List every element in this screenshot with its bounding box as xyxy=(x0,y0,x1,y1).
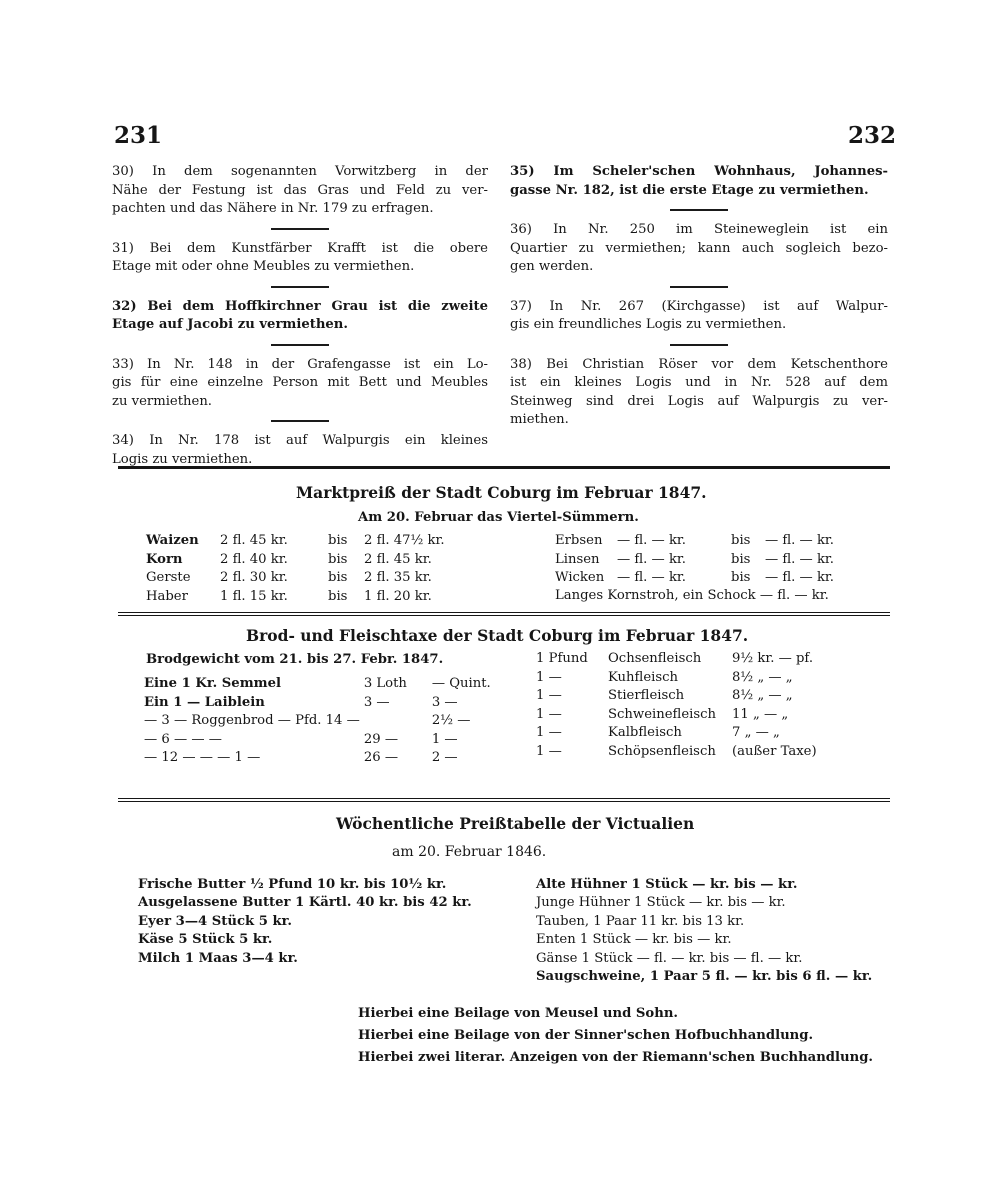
bread-loth xyxy=(364,712,432,731)
market-title: Marktpreiß der Stadt Coburg im Februar 1847. xyxy=(296,483,707,502)
grain-price-high: 2 fl. 45 kr. xyxy=(364,551,432,567)
bread-quint: 2½ — xyxy=(431,713,471,729)
table-row xyxy=(146,569,449,588)
announcement-line: 36) In Nr. 250 im Steineweglein ist ein xyxy=(510,222,888,237)
legume-price-high: — fl. — kr. xyxy=(765,570,834,586)
announcement-line: Steinweg sind drei Logis auf Walpurgis zu ver- xyxy=(510,393,888,409)
table-row xyxy=(146,532,449,551)
grain-price-low: 2 fl. 30 kr. xyxy=(220,570,288,586)
table-row xyxy=(536,743,821,762)
table-row xyxy=(144,731,495,750)
bread-item: Ein 1 — Laiblein xyxy=(144,694,265,710)
grain-price-low: 2 fl. 40 kr. xyxy=(220,551,288,567)
legume-price-low: — fl. — kr. xyxy=(617,570,686,586)
announcement-line: 37) In Nr. 267 (Kirchgasse) ist auf Walpur- xyxy=(510,298,888,314)
meat-quantity: 1 — xyxy=(536,743,562,759)
legume-price-high: — fl. — kr. xyxy=(765,533,834,548)
grain-price-low: 1 fl. 15 kr. xyxy=(220,588,288,604)
grain-price-high: 1 fl. 20 kr. xyxy=(364,588,432,604)
victuals-right-list xyxy=(536,876,896,986)
separator-rule xyxy=(670,286,728,288)
victuals-item: Enten 1 Stück — kr. bis — kr. xyxy=(536,932,732,948)
legume-price-table xyxy=(555,532,838,588)
grain-price-high: 2 fl. 47½ kr. xyxy=(364,533,445,548)
announcement-line: Quartier zu vermiethen; kann auch sogleich bezo- xyxy=(510,240,888,256)
bread-loth: 26 — xyxy=(363,750,399,766)
meat-name: Kalbfleisch xyxy=(608,725,682,741)
grain-bis: bis xyxy=(328,533,348,548)
announcement-line: gen werden. xyxy=(510,259,594,274)
bread-loth: 3 Loth xyxy=(363,676,407,691)
announcement-31 xyxy=(112,240,488,277)
table-row xyxy=(555,532,838,551)
bread-quint: — Quint. xyxy=(431,676,491,691)
table-row xyxy=(536,669,821,688)
meat-name: Schöpsenfleisch xyxy=(608,743,716,759)
meat-quantity: 1 — xyxy=(536,669,562,685)
table-row xyxy=(536,687,821,706)
meat-price: (außer Taxe) xyxy=(732,743,817,759)
bread-item: — 6 — — — xyxy=(144,731,222,747)
legume-bis: bis xyxy=(731,533,751,548)
bread-quint: 2 — xyxy=(431,750,458,766)
victuals-item: Ausgelassene Butter 1 Kärtl. 40 kr. bis 42 kr. xyxy=(138,895,472,911)
announcement-line: 31) Bei dem Kunstfärber Krafft ist die obere xyxy=(112,240,488,256)
separator-rule xyxy=(670,209,728,211)
bread-loth: 3 — xyxy=(363,694,390,710)
meat-quantity: 1 — xyxy=(536,725,562,741)
announcement-line: Etage auf Jacobi zu vermiethen. xyxy=(112,317,348,332)
victuals-item: Milch 1 Maas 3—4 kr. xyxy=(138,950,298,966)
legume-price-high: — fl. — kr. xyxy=(765,551,834,567)
table-row xyxy=(144,749,495,768)
victuals-item: Frische Butter ½ Pfund 10 kr. bis 10½ kr. xyxy=(138,877,447,892)
supplement-note: Hierbei zwei literar. Anzeigen von der Riemann'schen Buchhandlung. xyxy=(358,1050,874,1065)
section-rule xyxy=(118,466,890,469)
bread-loth: 29 — xyxy=(363,731,399,747)
victuals-left-list xyxy=(138,876,498,968)
announcement-line: gasse Nr. 182, ist die erste Etage zu vermiethen. xyxy=(510,182,869,198)
table-row xyxy=(536,724,821,743)
separator-rule xyxy=(670,344,728,346)
victuals-item: Gänse 1 Stück — fl. — kr. bis — fl. — kr. xyxy=(536,950,803,966)
meat-price: 9½ kr. — pf. xyxy=(732,651,814,666)
meat-name: Kuhfleisch xyxy=(608,669,679,685)
announcement-line: miethen. xyxy=(510,412,569,427)
victuals-date: am 20. Februar 1846. xyxy=(392,844,547,860)
straw-price: Langes Kornstroh, ein Schock — fl. — kr. xyxy=(555,588,829,603)
separator-rule xyxy=(271,286,329,288)
announcement-line: zu vermiethen. xyxy=(112,393,213,409)
meat-price: 11 „ — „ xyxy=(732,706,789,722)
table-row xyxy=(555,551,838,570)
announcement-38 xyxy=(510,356,888,430)
victuals-item: Eyer 3—4 Stück 5 kr. xyxy=(138,913,292,929)
table-row xyxy=(536,706,821,725)
supplement-note: Hierbei eine Beilage von der Sinner'schen Hofbuchhandlung. xyxy=(358,1028,814,1043)
announcement-32 xyxy=(112,298,488,335)
announcement-line: Logis zu vermiethen. xyxy=(112,451,253,467)
table-row xyxy=(146,588,449,607)
announcement-line: 32) Bei dem Hoffkirchner Grau ist die zweite xyxy=(112,298,488,314)
meat-quantity: 1 — xyxy=(536,706,562,722)
meat-quantity: 1 Pfund xyxy=(536,651,588,666)
announcement-line: gis für eine einzelne Person mit Bett und Meubles xyxy=(112,375,488,390)
meat-price: 8½ „ — „ xyxy=(732,669,793,685)
announcement-line: 33) In Nr. 148 in der Grafengasse ist ein Lo- xyxy=(112,356,488,372)
left-column-announcements xyxy=(112,163,488,478)
grain-name: Haber xyxy=(146,588,188,604)
legume-name: Erbsen xyxy=(555,533,603,548)
announcement-line: ist ein kleines Logis und in Nr. 528 auf dem xyxy=(510,375,888,390)
victuals-item: Alte Hühner 1 Stück — kr. bis — kr. xyxy=(536,877,798,892)
meat-price-table xyxy=(536,650,821,762)
right-column-announcements xyxy=(510,163,888,439)
grain-bis: bis xyxy=(328,551,348,567)
separator-rule xyxy=(271,420,329,422)
table-row xyxy=(536,650,821,669)
grain-name: Gerste xyxy=(146,570,191,586)
grain-name: Waizen xyxy=(146,533,199,548)
meat-name: Stierfleisch xyxy=(608,688,685,704)
separator-rule xyxy=(271,228,329,230)
bread-weight-table xyxy=(144,675,495,768)
legume-bis: bis xyxy=(731,551,751,567)
bread-quint: 1 — xyxy=(431,731,458,747)
announcement-line: Etage mit oder ohne Meubles zu vermiethen. xyxy=(112,259,415,274)
separator-rule xyxy=(271,344,329,346)
page-number-right: 232 xyxy=(848,122,897,149)
legume-bis: bis xyxy=(731,570,751,586)
legume-price-low: — fl. — kr. xyxy=(617,533,686,548)
announcement-37 xyxy=(510,298,888,335)
announcement-30 xyxy=(112,163,488,219)
meat-name: Ochsenfleisch xyxy=(608,651,702,666)
announcement-line: 30) In dem sogenannten Vorwitzberg in der xyxy=(112,164,488,179)
announcement-line: 35) Im Scheler'schen Wohnhaus, Johannes- xyxy=(510,164,888,179)
announcement-35 xyxy=(510,163,888,200)
section-rule xyxy=(118,798,890,804)
victuals-item: Käse 5 Stück 5 kr. xyxy=(138,932,273,948)
grain-bis: bis xyxy=(328,570,348,586)
section-rule xyxy=(118,612,890,618)
announcement-33 xyxy=(112,356,488,412)
victuals-title: Wöchentliche Preißtabelle der Victualien xyxy=(336,814,695,833)
legume-price-low: — fl. — kr. xyxy=(617,551,686,567)
announcement-line: gis ein freundliches Logis zu vermiethen. xyxy=(510,317,787,332)
meat-price: 7 „ — „ xyxy=(732,725,780,741)
table-row xyxy=(144,694,495,713)
victuals-item: Saugschweine, 1 Paar 5 fl. — kr. bis 6 fl. — kr. xyxy=(536,969,873,985)
page-number-left: 231 xyxy=(114,122,163,149)
announcement-line: 34) In Nr. 178 ist auf Walpurgis ein kleines xyxy=(112,433,488,448)
bread-item: — 12 — — — 1 — xyxy=(144,750,261,766)
victuals-item: Junge Hühner 1 Stück — kr. bis — kr. xyxy=(536,895,786,911)
table-row xyxy=(146,551,449,570)
announcement-line: Nähe der Festung ist das Gras und Feld zu ver- xyxy=(112,182,488,198)
victuals-item: Tauben, 1 Paar 11 kr. bis 13 kr. xyxy=(536,913,745,929)
grain-name: Korn xyxy=(146,551,183,567)
legume-name: Wicken xyxy=(555,570,605,586)
market-subtitle: Am 20. Februar das Viertel-Sümmern. xyxy=(358,510,639,525)
legume-name: Linsen xyxy=(555,551,600,567)
grain-price-table xyxy=(146,532,449,606)
table-row xyxy=(555,569,838,588)
bread-meat-title: Brod- und Fleischtaxe der Stadt Coburg im Februar 1847. xyxy=(246,626,749,645)
supplement-note: Hierbei eine Beilage von Meusel und Sohn. xyxy=(358,1006,678,1021)
table-row xyxy=(144,712,495,731)
meat-name: Schweinefleisch xyxy=(608,706,716,722)
grain-bis: bis xyxy=(328,588,348,604)
grain-price-high: 2 fl. 35 kr. xyxy=(364,570,432,586)
table-row xyxy=(144,675,495,694)
announcement-36 xyxy=(510,221,888,277)
meat-price: 8½ „ — „ xyxy=(732,688,793,704)
grain-price-low: 2 fl. 45 kr. xyxy=(220,533,288,548)
announcement-line: pachten und das Nähere in Nr. 179 zu erfragen. xyxy=(112,201,434,216)
bread-item: Eine 1 Kr. Semmel xyxy=(144,676,281,691)
announcement-line: 38) Bei Christian Röser vor dem Ketschenthore xyxy=(510,356,888,372)
bread-quint: 3 — xyxy=(431,694,458,710)
bread-weight-heading: Brodgewicht vom 21. bis 27. Febr. 1847. xyxy=(146,652,444,667)
bread-item: — 3 — Roggenbrod — Pfd. 14 — xyxy=(144,713,360,729)
announcement-34 xyxy=(112,432,488,469)
meat-quantity: 1 — xyxy=(536,688,562,704)
